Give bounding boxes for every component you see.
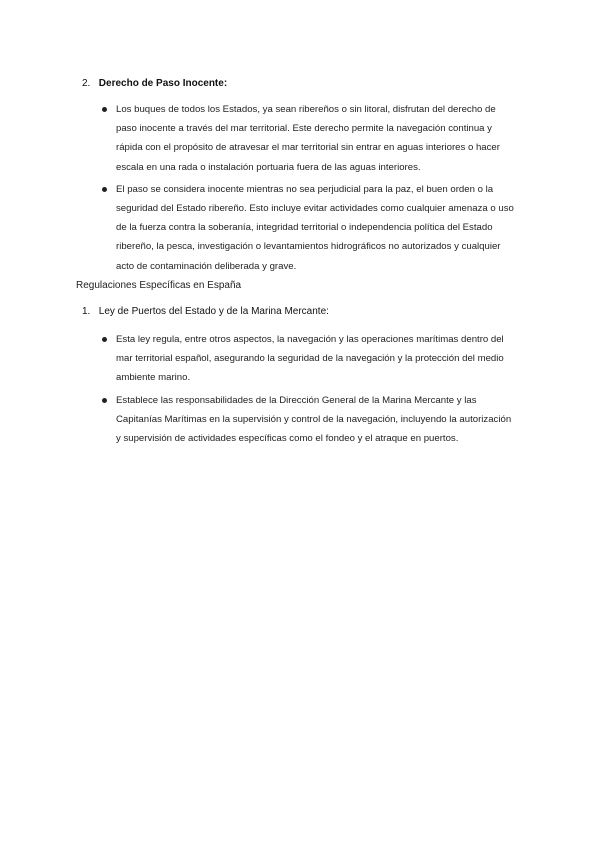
item-1-number: 1. [82,306,91,317]
list-item [116,180,516,276]
bullet-text: Establece las responsabilidades de la Dirección General de la Marina Mercante y las Capitanías Marítimas en la supervisión y control de la navegación, incluyendo la autorización y supervisión de actividades específicas como el fondeo y el atraque en puertos. [116,394,512,445]
list-item [116,330,516,388]
list-item [116,391,516,449]
item-2-number: 2. [82,78,91,89]
item-2-heading [82,78,227,89]
list-item [116,100,516,177]
bullet-text: Esta ley regula, entre otros aspectos, la navegación y las operaciones marítimas dentro del mar territorial español, asegurando la seguridad de la navegación y la protección del medio ambiente marino. [116,334,504,384]
bullet-text: El paso se considera inocente mientras no sea perjudicial para la paz, el buen orden o la seguridad del Estado ribereño. Esto incluye evitar actividades como cualquier amenaza o uso de la fuerza contra la soberanía, integridad territorial o independencia política del Estado ribereño, la pesca, investigación o levantamientos hidrográficos no autorizados y cualquier acto de contaminación deliberada y grave. [116,183,514,272]
bullet-dot-icon [102,398,107,403]
item-1-heading [82,306,329,317]
item-1-heading-text: Ley de Puertos del Estado y de la Marina Mercante: [98,306,329,317]
item-1-bullet-list [116,330,516,451]
bullet-dot-icon [102,187,107,192]
bullet-dot-icon [102,337,107,342]
item-2-bullet-list [116,100,516,279]
bullet-text: Los buques de todos los Estados, ya sean ribereños o sin litoral, disfrutan del derecho de paso inocente a través del mar territorial. Este derecho permite la navegación continua y rápida con el propósito de atravesar el mar territorial sin entrar en aguas interiores o hacer escala en una rada o instalación portuaria fuera de las aguas interiores. [116,104,500,173]
item-2-heading-text: Derecho de Paso Inocente: [98,78,228,89]
bullet-dot-icon [102,107,107,112]
section-title: Regulaciones Específicas en España [76,280,242,291]
